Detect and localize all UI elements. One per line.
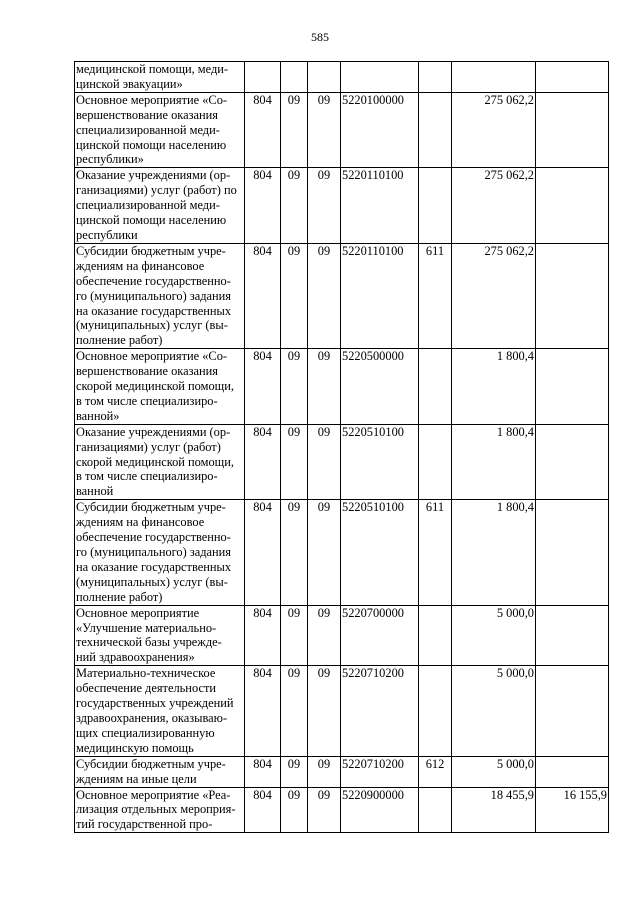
- ministry-code-cell: 804: [245, 787, 281, 833]
- description-line: го (муниципального) задания: [76, 288, 232, 303]
- subsection-code-cell: 09: [308, 756, 341, 787]
- target-article-cell: 5220100000: [341, 92, 419, 168]
- amount-second-cell: [536, 243, 609, 348]
- budget-table: [74, 61, 609, 833]
- section-code-cell: 09: [281, 243, 308, 348]
- target-article-cell: [341, 62, 419, 93]
- ministry-code-cell: 804: [245, 500, 281, 605]
- amount-second-cell: [536, 62, 609, 93]
- section-code-cell: 09: [281, 756, 308, 787]
- amount-cell: 275 062,2: [452, 168, 536, 244]
- description-line: полнение работ): [76, 333, 163, 348]
- description-line: ванной»: [76, 408, 120, 423]
- table-row: [75, 243, 609, 348]
- amount-cell: 5 000,0: [452, 605, 536, 666]
- description-line: цинской помощи населению: [76, 137, 227, 152]
- description-line: в том числе специализиро-: [76, 469, 218, 484]
- expense-type-cell: [419, 168, 452, 244]
- subsection-code-cell: 09: [308, 787, 341, 833]
- ministry-code-cell: 804: [245, 424, 281, 500]
- amount-second-cell: 16 155,9: [536, 787, 609, 833]
- target-article-cell: 5220710200: [341, 756, 419, 787]
- table-body: [75, 62, 609, 833]
- table-row: [75, 787, 609, 833]
- expense-type-cell: [419, 62, 452, 93]
- ministry-code-cell: 804: [245, 92, 281, 168]
- description-line: ний здравоохранения»: [76, 650, 195, 665]
- expense-type-cell: [419, 787, 452, 833]
- row-description-cell: [75, 756, 245, 787]
- section-code-cell: 09: [281, 168, 308, 244]
- description-line: специализированной меди-: [76, 122, 220, 137]
- description-line: ванной: [76, 484, 114, 499]
- ministry-code-cell: 804: [245, 349, 281, 425]
- description-line: щих специализированную: [76, 725, 215, 740]
- ministry-code-cell: 804: [245, 243, 281, 348]
- description-line: на оказание государственных: [76, 303, 232, 318]
- section-code-cell: [281, 62, 308, 93]
- section-code-cell: 09: [281, 500, 308, 605]
- amount-cell: 1 800,4: [452, 500, 536, 605]
- amount-second-cell: [536, 756, 609, 787]
- section-code-cell: 09: [281, 349, 308, 425]
- section-code-cell: 09: [281, 424, 308, 500]
- description-line: республики»: [76, 152, 144, 167]
- description-line: (муниципальных) услуг (вы-: [76, 574, 228, 589]
- description-line: полнение работ): [76, 589, 163, 604]
- row-description-cell: [75, 787, 245, 833]
- row-description-cell: [75, 500, 245, 605]
- amount-second-cell: [536, 349, 609, 425]
- table-row: [75, 349, 609, 425]
- description-line: го (муниципального) задания: [76, 545, 232, 559]
- table-row: [75, 666, 609, 756]
- row-description-cell: [75, 666, 245, 756]
- row-description-cell: [75, 424, 245, 500]
- description-line: республики: [76, 227, 138, 242]
- subsection-code-cell: [308, 62, 341, 93]
- description-line: здравоохранения, оказываю-: [76, 710, 228, 725]
- expense-type-cell: [419, 349, 452, 425]
- subsection-code-cell: 09: [308, 666, 341, 756]
- description-line: Основное мероприятие «Реа-: [76, 787, 231, 802]
- description-line: Основное мероприятие: [76, 605, 200, 620]
- target-article-cell: 5220110100: [341, 243, 419, 348]
- table-row: [75, 756, 609, 787]
- description-line: медицинской помощи, меди-: [76, 62, 229, 76]
- section-code-cell: 09: [281, 92, 308, 168]
- subsection-code-cell: 09: [308, 500, 341, 605]
- amount-cell: 5 000,0: [452, 756, 536, 787]
- description-line: Материально-техническое: [76, 666, 216, 681]
- row-description-cell: [75, 62, 245, 93]
- target-article-cell: 5220510100: [341, 500, 419, 605]
- description-line: Основное мероприятие «Со-: [76, 92, 228, 107]
- expense-type-cell: 611: [419, 500, 452, 605]
- ministry-code-cell: 804: [245, 605, 281, 666]
- description-line: (муниципальных) услуг (вы-: [76, 318, 228, 333]
- ministry-code-cell: 804: [245, 168, 281, 244]
- target-article-cell: 5220710200: [341, 666, 419, 756]
- page-number: 585: [311, 30, 329, 44]
- description-line: медицинскую помощь: [76, 740, 194, 755]
- description-line: Субсидии бюджетным учре-: [76, 243, 226, 258]
- ministry-code-cell: 804: [245, 756, 281, 787]
- amount-second-cell: [536, 424, 609, 500]
- ministry-code-cell: 804: [245, 666, 281, 756]
- amount-cell: 18 455,9: [452, 787, 536, 833]
- target-article-cell: 5220900000: [341, 787, 419, 833]
- description-line: Субсидии бюджетным учре-: [76, 500, 226, 515]
- target-article-cell: 5220700000: [341, 605, 419, 666]
- description-line: Субсидии бюджетным учре-: [76, 756, 226, 771]
- target-article-cell: 5220110100: [341, 168, 419, 244]
- subsection-code-cell: 09: [308, 168, 341, 244]
- amount-cell: 1 800,4: [452, 349, 536, 425]
- description-line: государственных учреждений: [76, 696, 234, 711]
- description-line: ждениям на иные цели: [76, 771, 197, 786]
- description-line: лизация отдельных мероприя-: [76, 802, 236, 817]
- description-line: Основное мероприятие «Со-: [76, 349, 228, 364]
- section-code-cell: 09: [281, 666, 308, 756]
- description-line: скорой медицинской помощи,: [76, 379, 234, 394]
- amount-cell: 1 800,4: [452, 424, 536, 500]
- row-description-cell: [75, 243, 245, 348]
- row-description-cell: [75, 349, 245, 425]
- table-row: [75, 605, 609, 666]
- amount-cell: 275 062,2: [452, 92, 536, 168]
- expense-type-cell: 612: [419, 756, 452, 787]
- description-line: цинской эвакуации»: [76, 76, 183, 91]
- amount-cell: [452, 62, 536, 93]
- table-row: [75, 168, 609, 244]
- amount-cell: 5 000,0: [452, 666, 536, 756]
- description-line: «Улучшение материально-: [76, 620, 217, 635]
- description-line: ждениям на финансовое: [76, 515, 205, 530]
- table-row: [75, 92, 609, 168]
- row-description-cell: [75, 168, 245, 244]
- description-line: Оказание учреждениями (ор-: [76, 424, 231, 439]
- expense-type-cell: [419, 92, 452, 168]
- description-line: ганизациями) услуг (работ): [76, 439, 221, 454]
- amount-second-cell: [536, 605, 609, 666]
- subsection-code-cell: 09: [308, 605, 341, 666]
- row-description-cell: [75, 605, 245, 666]
- description-line: ганизациями) услуг (работ) по: [76, 183, 237, 198]
- description-line: специализированной меди-: [76, 198, 220, 213]
- description-line: обеспечение государственно-: [76, 530, 231, 545]
- subsection-code-cell: 09: [308, 349, 341, 425]
- table-row: [75, 500, 609, 605]
- description-line: ждениям на финансовое: [76, 258, 205, 273]
- description-line: цинской помощи населению: [76, 213, 227, 228]
- description-line: тий государственной про-: [76, 817, 213, 832]
- amount-second-cell: [536, 168, 609, 244]
- table-row: [75, 424, 609, 500]
- description-line: вершенствование оказания: [76, 107, 218, 122]
- section-code-cell: 09: [281, 787, 308, 833]
- description-line: обеспечение деятельности: [76, 681, 216, 696]
- amount-cell: 275 062,2: [452, 243, 536, 348]
- description-line: обеспечение государственно-: [76, 273, 231, 288]
- description-line: вершенствование оказания: [76, 364, 218, 379]
- ministry-code-cell: [245, 62, 281, 93]
- row-description-cell: [75, 92, 245, 168]
- amount-second-cell: [536, 666, 609, 756]
- description-line: на оказание государственных: [76, 559, 232, 574]
- expense-type-cell: 611: [419, 243, 452, 348]
- expense-type-cell: [419, 666, 452, 756]
- expense-type-cell: [419, 605, 452, 666]
- description-line: скорой медицинской помощи,: [76, 454, 234, 469]
- target-article-cell: 5220500000: [341, 349, 419, 425]
- description-line: в том числе специализиро-: [76, 393, 218, 408]
- description-line: Оказание учреждениями (ор-: [76, 168, 231, 183]
- amount-second-cell: [536, 92, 609, 168]
- amount-second-cell: [536, 500, 609, 605]
- description-line: технической базы учрежде-: [76, 635, 222, 650]
- subsection-code-cell: 09: [308, 92, 341, 168]
- subsection-code-cell: 09: [308, 243, 341, 348]
- expense-type-cell: [419, 424, 452, 500]
- table-row: [75, 62, 609, 93]
- section-code-cell: 09: [281, 605, 308, 666]
- subsection-code-cell: 09: [308, 424, 341, 500]
- target-article-cell: 5220510100: [341, 424, 419, 500]
